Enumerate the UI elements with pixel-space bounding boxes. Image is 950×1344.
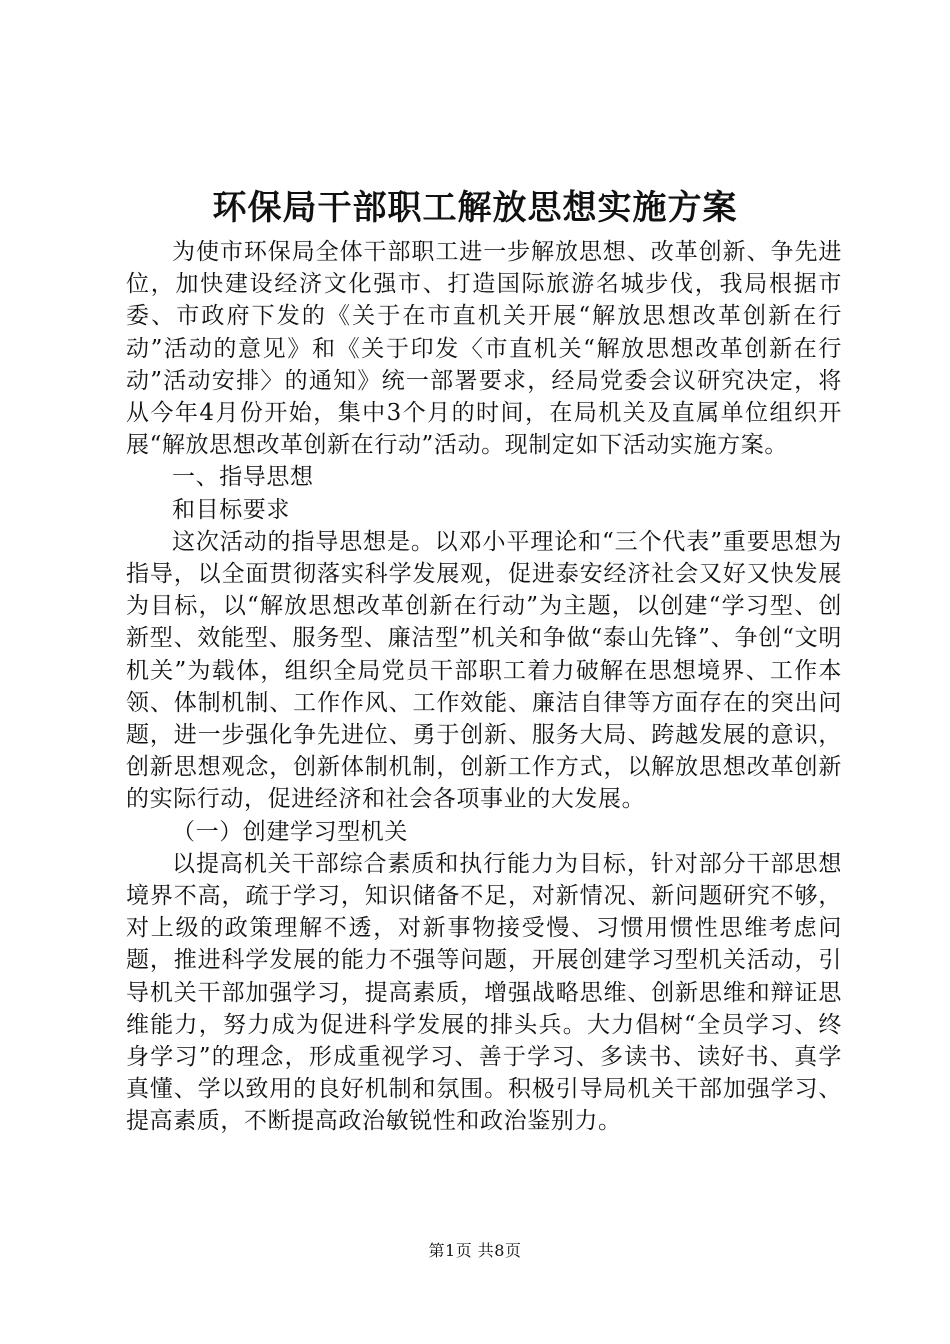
document-body [126,236,842,1138]
subsection-heading-learning-organ: （一）创建学习型机关 [172,818,408,845]
page-footer: 第1页 共8页 [428,1241,522,1260]
document-title: 环保局干部职工解放思想实施方案 [212,188,738,228]
section-heading-guiding-ideology: 一、指导思想 [172,464,314,491]
intro-paragraph: 为使市环保局全体干部职工进一步解放思想、改革创新、争先进位，加快建设经济文化强市、打造国际旅游名城步伐，我局根据市委、市政府下发的《关于在市直机关开展“解放思想改革创新在行动”活动的意见》和《关于印发〈市直机关“解放思想改革创新在行动”活动安排〉的通知》统一部署要求，经局党委会议研究决定，将从今年4月份开始，集中3个月的时间，在局机关及直属单位组织开展“解放思想改革创新在行动”活动。现制定如下活动实施方案。 [126,239,842,459]
learning-organ-paragraph: 以提高机关干部综合素质和执行能力为目标，针对部分干部思想境界不高，疏于学习，知识储备不足，对新情况、新问题研究不够，对上级的政策理解不透，对新事物接受慢、习惯用惯性思维考虑问题，推进科学发展的能力不强等问题，开展创建学习型机关活动，引导机关干部加强学习，提高素质，增强战略思维、创新思维和辩证思维能力，努力成为促进科学发展的排头兵。大力倡树“全员学习、终身学习”的理念，形成重视学习、善于学习、多读书、读好书、真学真懂、学以致用的良好机制和氛围。积极引导局机关干部加强学习、提高素质，不断提高政治敏锐性和政治鉴别力。 [126,850,842,1135]
guiding-ideology-paragraph: 这次活动的指导思想是。以邓小平理论和“三个代表”重要思想为指导，以全面贯彻落实科学发展观，促进泰安经济社会又好又快发展为目标，以“解放思想改革创新在行动”为主题，以创建“学习型、创新型、效能型、服务型、廉洁型”机关和争做“泰山先锋”、争创“文明机关”为载体，组织全局党员干部职工着力破解在思想境界、工作本领、体制机制、工作作风、工作效能、廉洁自律等方面存在的突出问题，进一步强化争先进位、勇于创新、服务大局、跨越发展的意识，创新思想观念，创新体制机制，创新工作方式，以解放思想改革创新的实际行动，促进经济和社会各项事业的大发展。 [126,528,842,813]
section-heading-goals: 和目标要求 [172,496,290,523]
